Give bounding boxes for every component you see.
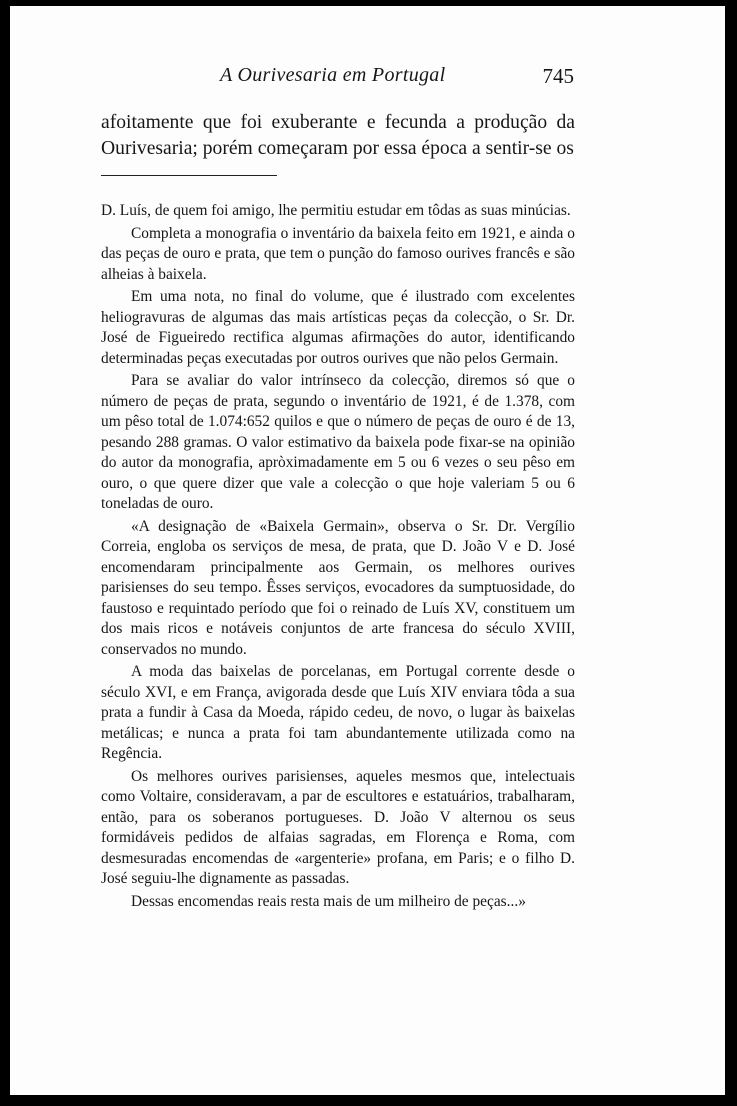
page-number: 745 <box>542 64 574 88</box>
footnote-paragraph: Dessas encomendas reais resta mais de um milheiro de peças...» <box>131 892 526 910</box>
footnote-paragraph: Completa a monografia o inventário da baixela feito em 1921, e ainda o das peças de ouro e prata, que tem o punção do famoso ourives francês e são alheias à baixela. <box>101 224 575 283</box>
footnote-paragraph: D. Luís, de quem foi amigo, lhe permitiu estudar em tôdas as suas minúcias. <box>101 202 571 219</box>
main-text: afoitamente que foi exuberante e fecunda a produção da Ourivesaria; porém começaram por essa época a sentir-se os <box>101 112 575 159</box>
footnote-paragraph: Em uma nota, no final do volume, que é ilustrado com excelentes heliogravuras de algumas das mais artísticas peças da colecção, o Sr. Dr. José de Figueiredo rectifica algumas afirmações do autor, identificando determinadas peças executadas por outros ourives que não pelos Germain. <box>101 288 575 367</box>
footnotes <box>101 201 575 912</box>
footnote-paragraph: A moda das baixelas de porcelanas, em Portugal corrente desde o século XVI, e em França, avigorada desde que Luís XIV enviara tôda a sua prata a fundir à Casa da Moeda, rápido cedeu, de novo, o lugar às baixelas metálicas; e nunca a prata foi tam abundantemente utilizada como na Regência. <box>101 663 575 762</box>
footnote-paragraph: «A designação de «Baixela Germain», observa o Sr. Dr. Vergílio Correia, engloba os serviços de mesa, de prata, que D. João V e D. José encomendaram principalmente aos Germain, os melhores ourives parisienses do seu tempo. Êsses serviços, evocadores da sumptuosidade, do faustoso e requintado período que foi o reinado de Luís XV, constituem um dos mais ricos e notáveis conjuntos de arte francesa do século XVIII, conservados no mundo. <box>101 517 575 658</box>
footnote-paragraph: Os melhores ourives parisienses, aqueles mesmos que, intelectuais como Voltaire, consideravam, a par de escultores e estatuários, trabalharam, então, para os soberanos portugueses. D. João V alternou os seus formidáveis pedidos de alfaias sagradas, em Florença e Roma, com desmesuradas encomendas de «argenterie» profana, em Paris; e o filho D. José seguiu-lhe dignamente as passadas. <box>101 767 575 887</box>
running-title: A Ourivesaria em Portugal <box>220 64 446 86</box>
footnote-paragraph: Para se avaliar do valor intrínseco da colecção, diremos só que o número de peças de prata, segundo o inventário de 1921, é de 1.378, com um pêso total de 1.074:652 quilos e que o número de peças de ouro é de 13, pesando 288 gramas. O valor estimativo da baixela pode fixar-se na opinião do autor da monografia, apròximadamente em 5 ou 6 vezes o seu pêso em ouro, o que quere dizer que vale a colecção o que hoje valeriam 5 ou 6 toneladas de ouro. <box>101 372 575 512</box>
running-header <box>104 64 604 94</box>
footnote-separator <box>101 175 277 176</box>
